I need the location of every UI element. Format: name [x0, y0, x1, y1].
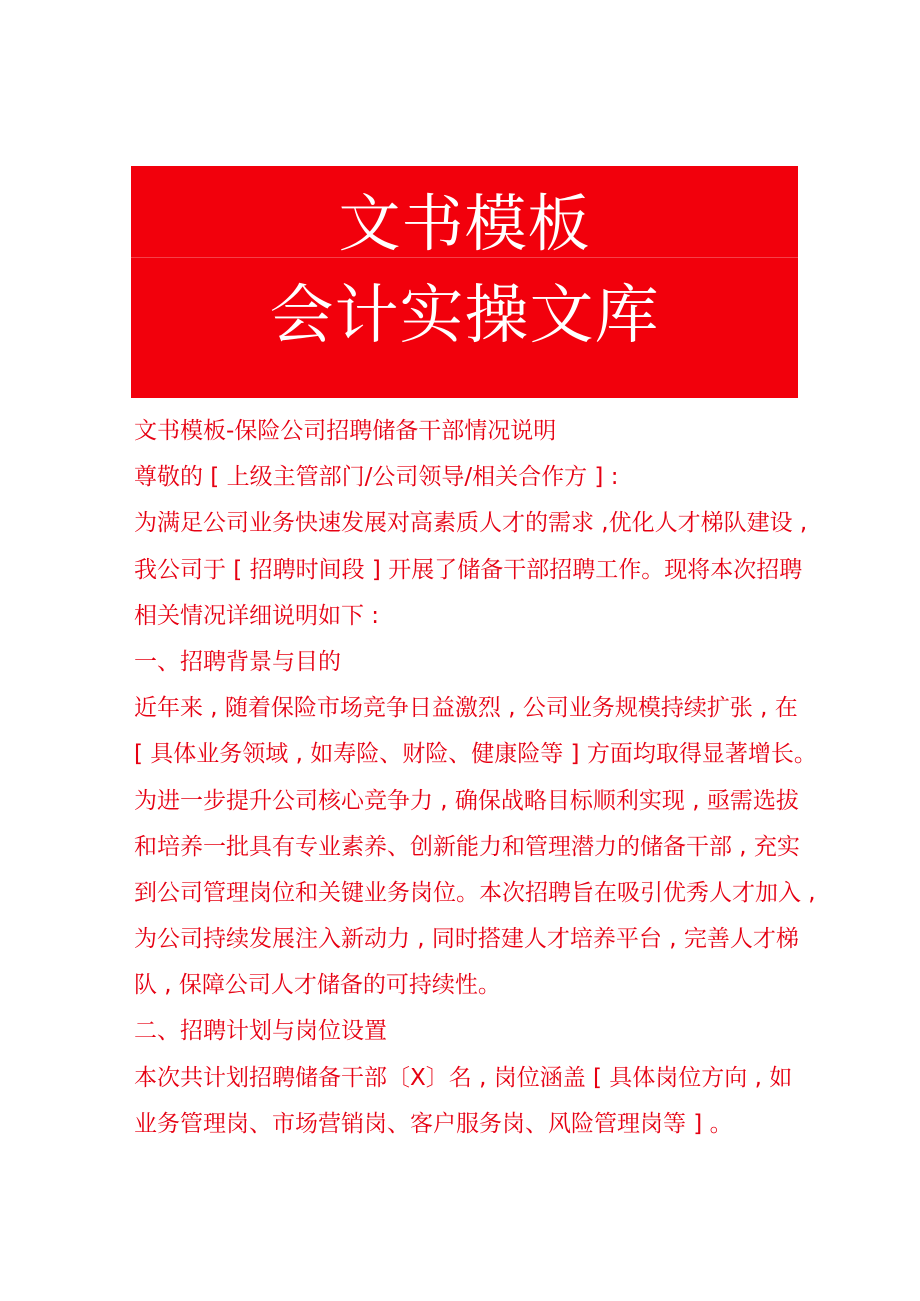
paragraph-line: 为公司持续发展注入新动力 , 同时搭建人才培养平台 , 完善人才梯 — [134, 926, 799, 953]
paragraph-line: 为进一步提升公司核心竞争力 , 确保战略目标顺利实现 , 亟需选拔 — [134, 787, 799, 814]
salutation: 尊敬的 [ 上级主管部门/公司领导/相关合作方 ] : — [134, 464, 619, 491]
banner-divider — [131, 257, 798, 258]
paragraph-line: 到公司管理岗位和关键业务岗位。本次招聘旨在吸引优秀人才加入 , — [134, 879, 816, 906]
paragraph-line: 相关情况详细说明如下 : — [134, 602, 380, 629]
section-heading-2: 二、招聘计划与岗位设置 — [134, 1018, 387, 1045]
paragraph-line: 本次共计划招聘储备干部〔X〕名 , 岗位涵盖 [ 具体岗位方向 , 如 — [134, 1064, 793, 1091]
paragraph-line: 队 , 保障公司人才储备的可持续性。 — [134, 972, 501, 999]
document-body — [134, 408, 824, 1147]
section-heading-1: 一、招聘背景与目的 — [134, 648, 341, 675]
banner-title-line-2: 会计实操文库 — [269, 279, 660, 353]
paragraph-line: 近年来 , 随着保险市场竞争日益激烈 , 公司业务规模持续扩张 , 在 — [134, 695, 798, 722]
paragraph-line: [ 具体业务领域 , 如寿险、财险、健康险等 ] 方面均取得显著增长。 — [134, 741, 817, 768]
paragraph-line: 业务管理岗、市场营销岗、客户服务岗、风险管理岗等 ] 。 — [134, 1110, 733, 1137]
paragraph-line: 和培养一批具有专业素养、创新能力和管理潜力的储备干部 , 充实 — [134, 833, 800, 860]
banner-title-line-1: 文书模板 — [338, 187, 591, 260]
document-title: 文书模板-保险公司招聘储备干部情况说明 — [134, 418, 557, 444]
title-banner — [131, 166, 798, 398]
paragraph-line: 为满足公司业务快速发展对高素质人才的需求 ,优化人才梯队建设 , — [134, 510, 808, 537]
paragraph-line: 我公司于 [ 招聘时间段 ] 开展了储备干部招聘工作。现将本次招聘 — [134, 556, 803, 583]
